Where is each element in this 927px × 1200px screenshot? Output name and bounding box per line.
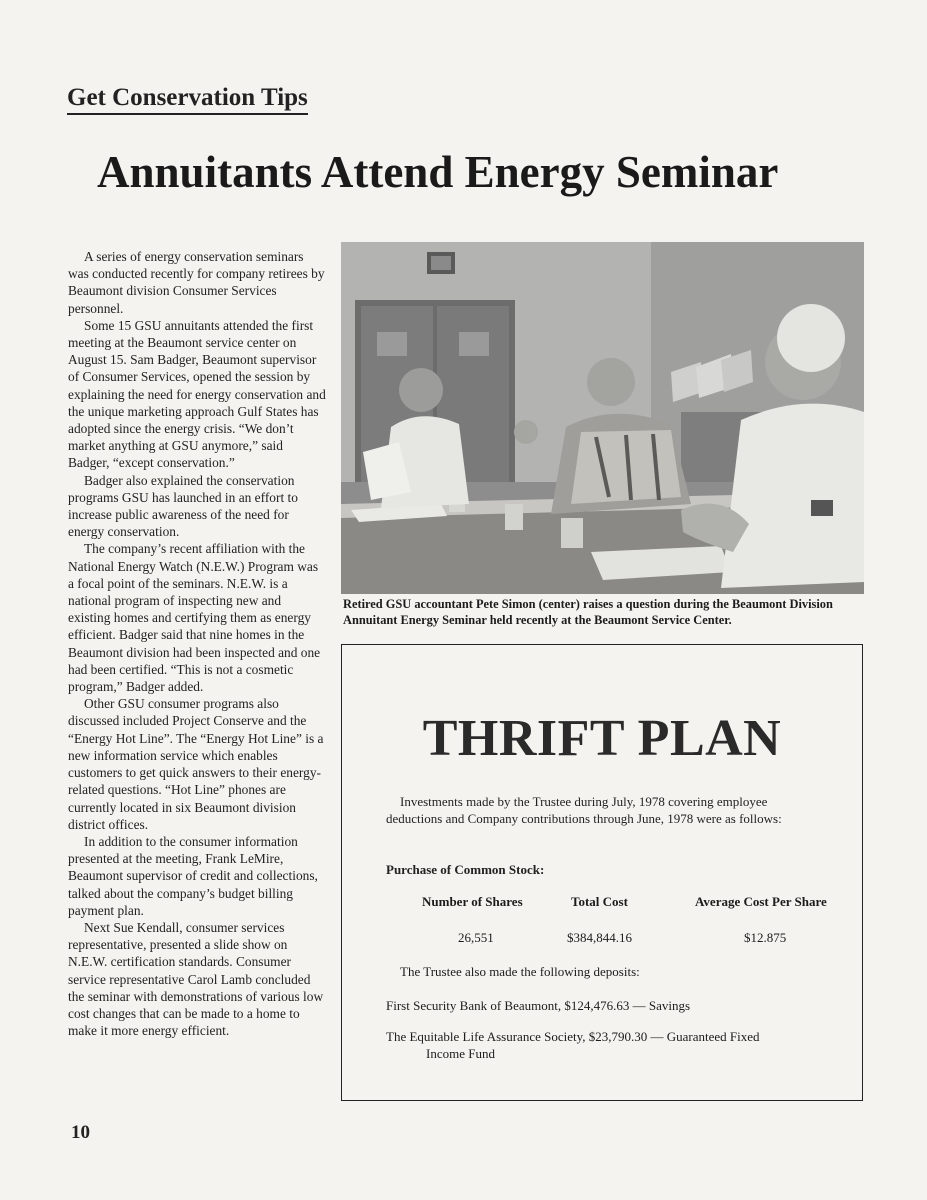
article-paragraph: Next Sue Kendall, consumer services representative, presented a slide show on N.E.W. certification standards. Consumer service representative Carol Lamb concluded the seminar with demonstrations of various low cost changes that can be made to a home to make it more energy efficient. — [68, 919, 324, 1039]
thrift-plan-box — [341, 644, 863, 1101]
seminar-photo — [341, 242, 864, 594]
thrift-subheading: Purchase of Common Stock: — [386, 862, 545, 877]
deposit-item — [386, 1028, 760, 1062]
article-paragraph: Other GSU consumer programs also discussed included Project Conserve and the “Energy Hot Line”. The “Energy Hot Line” is a new information service which enables customers to get quick answers to their energy-related questions. “Hot Line” phones are currently located in six Beaumont division district offices. — [68, 696, 324, 832]
photo-caption: Retired GSU accountant Pete Simon (center) raises a question during the Beaumont Division Annuitant Energy Seminar held recently at the Beaumont Service Center. — [343, 597, 833, 627]
thrift-intro-line: deductions and Company contributions through June, 1978 were as follows: — [386, 811, 782, 826]
total-cost-value: $384,844.16 — [567, 930, 632, 945]
deposit-line: Income Fund — [426, 1046, 495, 1061]
deposit-line: The Equitable Life Assurance Society, $23,790.30 — Guaranteed Fixed — [386, 1029, 760, 1044]
article-paragraph: A series of energy conservation seminars was conducted recently for company retirees by Beaumont division Consumer Services personnel. — [68, 249, 325, 316]
article-paragraph: In addition to the consumer information presented at the meeting, Frank LeMire, Beaumont supervisor of credit and collections, talked about the company’s budget billing payment plan. — [68, 833, 318, 918]
thrift-plan-intro — [386, 793, 846, 827]
page-number: 10 — [71, 1122, 90, 1143]
deposits-intro: The Trustee also made the following deposits: — [400, 964, 640, 979]
shares-value: 26,551 — [458, 930, 494, 945]
article-paragraph: Badger also explained the conservation programs GSU has launched in an effort to increase public awareness of the need for energy conservation. — [68, 472, 298, 540]
cost-column-header: Total Cost — [571, 894, 628, 909]
thrift-plan-title: THRIFT PLAN — [422, 710, 782, 767]
avg-cost-column-header: Average Cost Per Share — [695, 894, 827, 909]
deposit-item: First Security Bank of Beaumont, $124,476.63 — Savings — [386, 998, 691, 1013]
article-headline: Annuitants Attend Energy Seminar — [97, 147, 779, 197]
section-kicker: Get Conservation Tips — [67, 84, 308, 115]
article-body — [68, 248, 326, 1039]
shares-column-header: Number of Shares — [422, 894, 523, 909]
thrift-intro-line: Investments made by the Trustee during July, 1978 covering employee — [400, 794, 768, 809]
seminar-photo-illustration — [341, 242, 864, 594]
article-paragraph: Some 15 GSU annuitants attended the first meeting at the Beaumont service center on August 15. Sam Badger, Beaumont supervisor of Consumer Services, opened the session by explaining the need for energy conservation and the unique marketing approach Gulf States has adopted since the energy crisis. “We don’t market anything at GSU anymore,” said Badger, “except conservation.” — [68, 317, 326, 471]
article-paragraph: The company’s recent affiliation with the National Energy Watch (N.E.W.) Program was a focal point of the seminars. N.E.W. is a national program of inspecting new and existing homes and certifying them as energy efficient. Badger said that nine homes in the Beaumont division had been inspected and one had been certified. “This is not a cosmetic program,” Badger added. — [68, 541, 321, 695]
avg-cost-value: $12.875 — [744, 930, 787, 945]
